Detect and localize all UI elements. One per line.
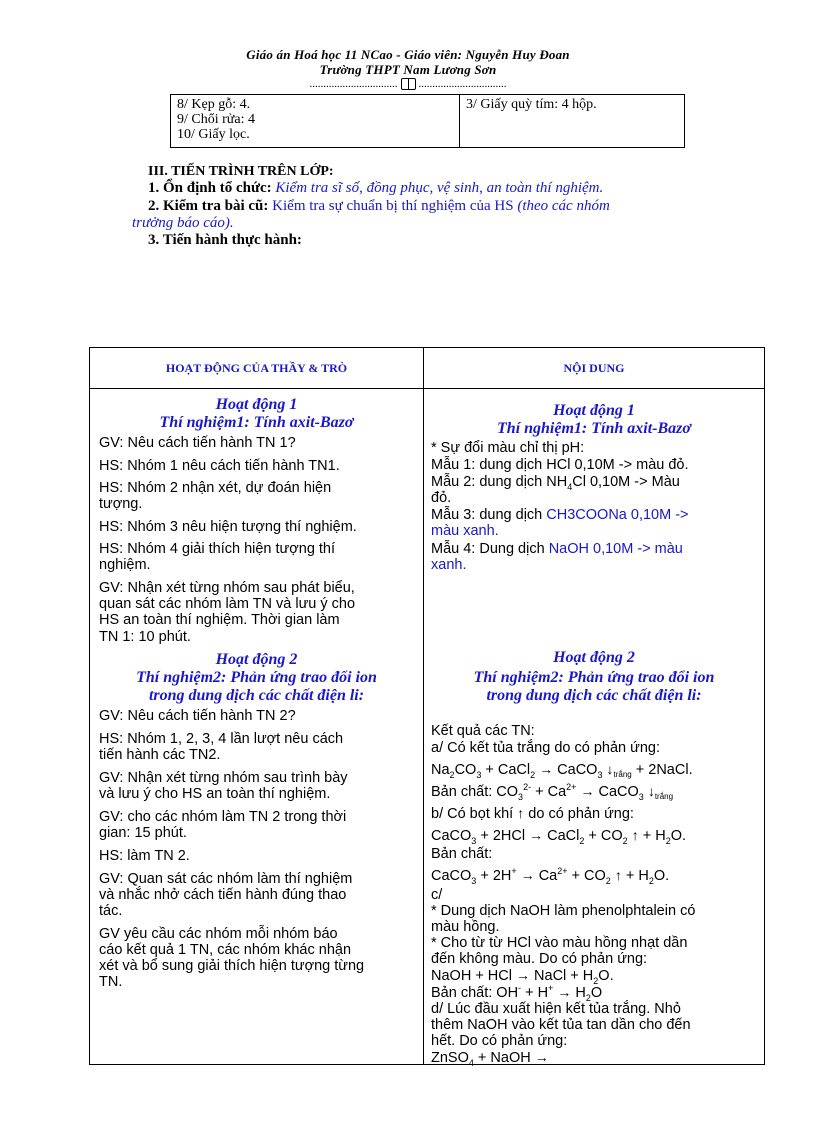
equipment-table [170,94,685,148]
left-line: TN 1: 10 phút. [99,629,191,645]
sample-4-c: 0,10M -> màu [593,541,683,557]
right-hd1-subtitle: Thí nghiệm1: Tính axit-Bazơ [497,420,691,437]
step-2-note: (theo các nhóm [517,198,610,214]
left-line: tiến hành các TN2. [99,747,221,763]
sample-4-cont: xanh. [431,557,467,573]
left-line: HS: làm TN 2. [99,848,190,864]
sample-4-a: Mẫu 4: Dung dịch [431,541,545,557]
left-line: quan sát các nhóm làm TN và lưu ý cho [99,596,356,612]
essence-label: Bản chất: [431,784,493,800]
left-line: HS: Nhóm 2 nhận xét, dự đoán hiện [99,480,332,496]
content-content [425,390,763,1068]
result-c: c/ [431,887,443,903]
right-hd2-title: Hoạt động 2 [553,649,635,666]
sample-3-cont: màu xanh. [431,523,499,539]
col-header-activities: HOẠT ĐỘNG CỦA THẦY & TRÒ [90,348,424,389]
left-line: và nhắc nhở cách tiến hành đúng thao [99,887,347,903]
equation-c2: Bản chất: $OH^- + H^+ \to H_2O$ [431,983,603,1003]
header-line-1: Giáo án Hoá học 11 NCao - Giáo viên: Nguyễn Huy Đoan [246,47,570,62]
equipment-item: 8/ Kẹp gỗ: 4. [177,97,251,112]
sample-2-cont: đỏ. [431,490,452,506]
left-hd2-subtitle-2: trong dung dịch các chất điện li: [148,687,365,704]
equation-c1: NaOH + HCl → NaCl + $H_2O$. [431,967,614,986]
left-hd2-title: Hoạt động 2 [215,651,298,668]
left-line: cáo kết quả 1 TN, các nhóm khác nhận [99,942,352,958]
step-2-note-cont: trưởng báo cáo). [132,215,234,231]
step-2 [148,198,610,215]
left-line: GV: Nhận xét từng nhóm sau phát biểu, [99,580,355,596]
activity-table [89,347,765,1068]
result-c-line: màu hồng. [431,919,500,935]
left-line: HS an toàn thí nghiệm. Thời gian làm [99,612,340,628]
step-1-label: 1. Ổn định tổ chức: [148,180,272,196]
sample-3-a: Mẫu 3: dung dịch [431,507,543,523]
result-b-a: b/ Có bọt khí [431,806,514,822]
equation-b1: CaCO$_3$ + 2HCl → CaCl$_2$ + $CO_2$ ↑ + $H_2O$. [431,827,687,846]
left-line: HS: Nhóm 3 nêu hiện tượng thí nghiệm. [99,519,357,535]
precipitate-label: trắng [654,792,674,801]
left-hd1-title: Hoạt động 1 [215,396,298,413]
header-divider [0,78,816,90]
left-line: GV: Nêu cách tiến hành TN 2? [99,708,296,724]
left-line: GV: Nêu cách tiến hành TN 1? [99,435,296,451]
step-1 [148,180,603,197]
activities-cell [90,389,424,1065]
left-line: GV: Quan sát các nhóm làm thí nghiệm [99,871,353,887]
left-line: HS: Nhóm 1 nêu cách tiến hành TN1. [99,458,340,474]
left-line: xét và bổ sung giải thích hiện tượng từng [99,958,365,974]
essence-c-label: Bản chất: [431,985,493,1001]
precipitate-label: trắng [613,770,632,779]
left-line: tượng. [99,496,143,512]
sample-3 [431,507,689,523]
result-c-line: * Dung dịch NaOH làm phenolphtalein có [431,903,696,919]
step-3-label: 3. Tiến hành thực hành: [148,232,302,248]
left-line: gian: 15 phút. [99,825,187,841]
right-hd1-title: Hoạt động 1 [553,402,635,419]
left-line: tác. [99,903,123,919]
equation-d1: ZnSO$_4$ + NaOH → [431,1049,549,1068]
step-2-text: Kiểm tra sự chuẩn bị thí nghiệm của HS [272,198,514,214]
header-dots-right: ................................ [418,78,507,90]
sample-3-c: 0,10M -> [630,507,689,523]
left-line: GV: Nhận xét từng nhóm sau trình bày [99,770,348,786]
col-header-content: NỘI DUNG [424,348,765,389]
sample-1: Mẫu 1: dung dịch HCl 0,10M -> màu đỏ. [431,457,689,473]
activities-content [91,390,422,1063]
left-line: HS: Nhóm 4 giải thích hiện tượng thí [99,541,336,557]
left-line: nghiệm. [99,557,151,573]
left-hd1-subtitle: Thí nghiệm1: Tính axit-Bazơ [159,414,354,431]
equation-a2: Bản chất: $CO_3^{2-} + Ca^{2+}$ → CaCO$_3$ $↓_{trắng}$ [431,782,674,802]
results-intro: Kết quả các TN: [431,723,535,739]
equation-b2: CaCO$_3$ + $2H^+ \to Ca^{2+} + CO_2$ ↑ + $H_2O$. [431,866,670,886]
equation-a1: $Na_2CO_3$ + CaCl$_2$ → CaCO$_3$ $↓_{trắng}$ + 2NaCl. [431,761,693,780]
header-line-2: Trường THPT Nam Lương Sơn [319,62,497,77]
left-line: GV yêu cầu các nhóm mỗi nhóm báo [99,926,338,942]
sample-3-formula: CH3COONa [546,507,627,523]
left-line: và lưu ý cho HS an toàn thí nghiệm. [99,786,331,802]
essence-b-label: Bản chất: [431,846,493,862]
content-cell [424,389,765,1068]
result-c-line: * Cho từ từ HCl vào màu hồng nhạt dần [431,935,688,951]
left-line: GV: cho các nhóm làm TN 2 trong thời [99,809,347,825]
header-dots-left: ................................ [309,78,398,90]
result-b-b: do có phản ứng: [528,806,634,822]
sample-2: Mẫu 2: dung dịch $NH_4Cl$ 0,10M -> Màu [431,474,680,492]
sample-4 [431,541,683,557]
result-c-line: đến không màu. Do có phản ứng: [431,951,648,967]
result-b: b/ Có bọt khí ↑ do có phản ứng: [431,805,634,822]
left-hd2-subtitle-1: Thí nghiệm2: Phản ứng trao đổi ion [136,669,377,686]
step-1-text: Kiểm tra sĩ số, đồng phục, vệ sinh, an toàn thí nghiệm. [275,180,604,196]
equipment-item: 3/ Giấy quỳ tím: 4 hộp. [466,97,597,112]
step-2-label: 2. Kiểm tra bài cũ: [148,198,269,214]
sample-2-a: Mẫu 2: dung dịch NH [431,474,568,490]
sample-2-b: Cl 0,10M -> Màu [572,474,680,490]
equipment-right-cell [460,95,685,148]
ph-intro: * Sự đổi màu chỉ thị pH: [431,440,585,456]
equipment-item: 9/ Chổi rửa: 4 [177,112,255,127]
section-title: III. TIẾN TRÌNH TRÊN LỚP: [148,164,334,179]
left-line: HS: Nhóm 1, 2, 3, 4 lần lượt nêu cách [99,731,344,747]
equipment-item: 10/ Giấy lọc. [177,127,250,142]
result-d-line: d/ Lúc đầu xuất hiện kết tủa trắng. Nhỏ [431,1001,681,1017]
right-hd2-subtitle-1: Thí nghiệm2: Phản ứng trao đổi ion [473,669,715,686]
result-d-line: thêm NaOH vào kết tủa tan dần cho đến [431,1017,691,1033]
sample-4-formula: NaOH [548,541,589,557]
equipment-left-cell [171,95,460,148]
right-hd2-subtitle-2: trong dung dịch các chất điện li: [486,687,702,704]
left-line: TN. [99,974,123,990]
result-a: a/ Có kết tủa trắng do có phản ứng: [431,740,660,756]
result-d-line: hết. Do có phản ứng: [431,1033,568,1049]
book-icon [401,78,416,90]
